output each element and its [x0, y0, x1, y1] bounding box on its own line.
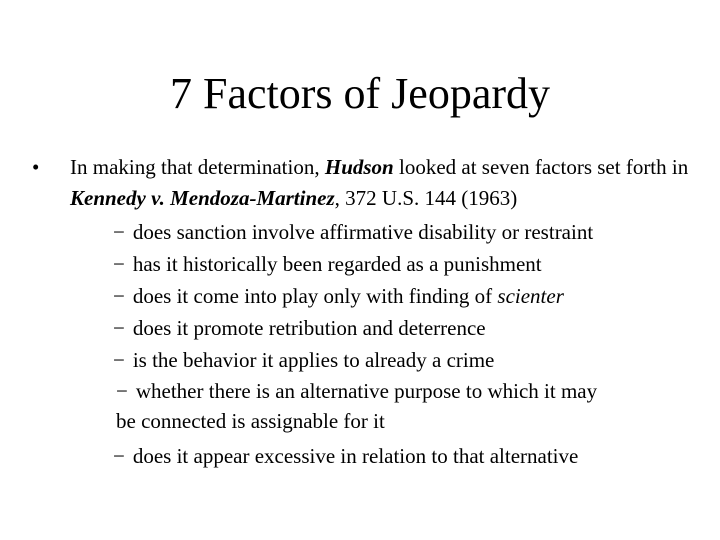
bullet-text-part: In making that determination, [70, 155, 325, 179]
case-name-hudson: Hudson [324, 155, 394, 179]
factor-text: does it appear excessive in relation to that alternative [132, 444, 579, 468]
factor-list [32, 216, 696, 472]
dash-icon: − [113, 444, 125, 468]
factor-item [32, 312, 696, 344]
case-name-kennedy: Kennedy v. Mendoza-Martinez [70, 186, 335, 210]
factor-item [32, 216, 696, 248]
dash-icon: − [113, 284, 125, 308]
bullet-text-part: , 372 U.S. 144 (1963) [334, 186, 518, 210]
factor-text: does sanction involve affirmative disability or restraint [132, 220, 594, 244]
factor-text-continued: be connected is assignable for it [116, 409, 385, 433]
dash-icon: − [113, 220, 125, 244]
factor-text: has it historically been regarded as a punishment [132, 252, 542, 276]
dash-icon: − [113, 252, 125, 276]
dash-icon: − [113, 316, 125, 340]
factor-item [32, 376, 696, 436]
factor-text: is the behavior it applies to already a crime [132, 348, 495, 372]
factor-text: whether there is an alternative purpose to which it may [135, 379, 598, 403]
factor-item [32, 248, 696, 280]
factor-line [116, 376, 696, 406]
factor-emphasis: scienter [497, 284, 564, 308]
factor-item [32, 440, 696, 472]
dash-icon: − [116, 379, 128, 403]
factor-text: does it come into play only with finding of [132, 284, 498, 308]
slide-title: 7 Factors of Jeopardy [169, 69, 550, 118]
dash-icon: − [113, 348, 125, 372]
main-bullet [32, 152, 696, 214]
bullet-icon: • [32, 155, 40, 179]
slide-body [32, 152, 696, 472]
bullet-text-part: looked at seven factors set forth in [393, 155, 689, 179]
factor-item [32, 280, 696, 312]
factor-text: does it promote retribution and deterrence [132, 316, 486, 340]
factor-item [32, 344, 696, 376]
